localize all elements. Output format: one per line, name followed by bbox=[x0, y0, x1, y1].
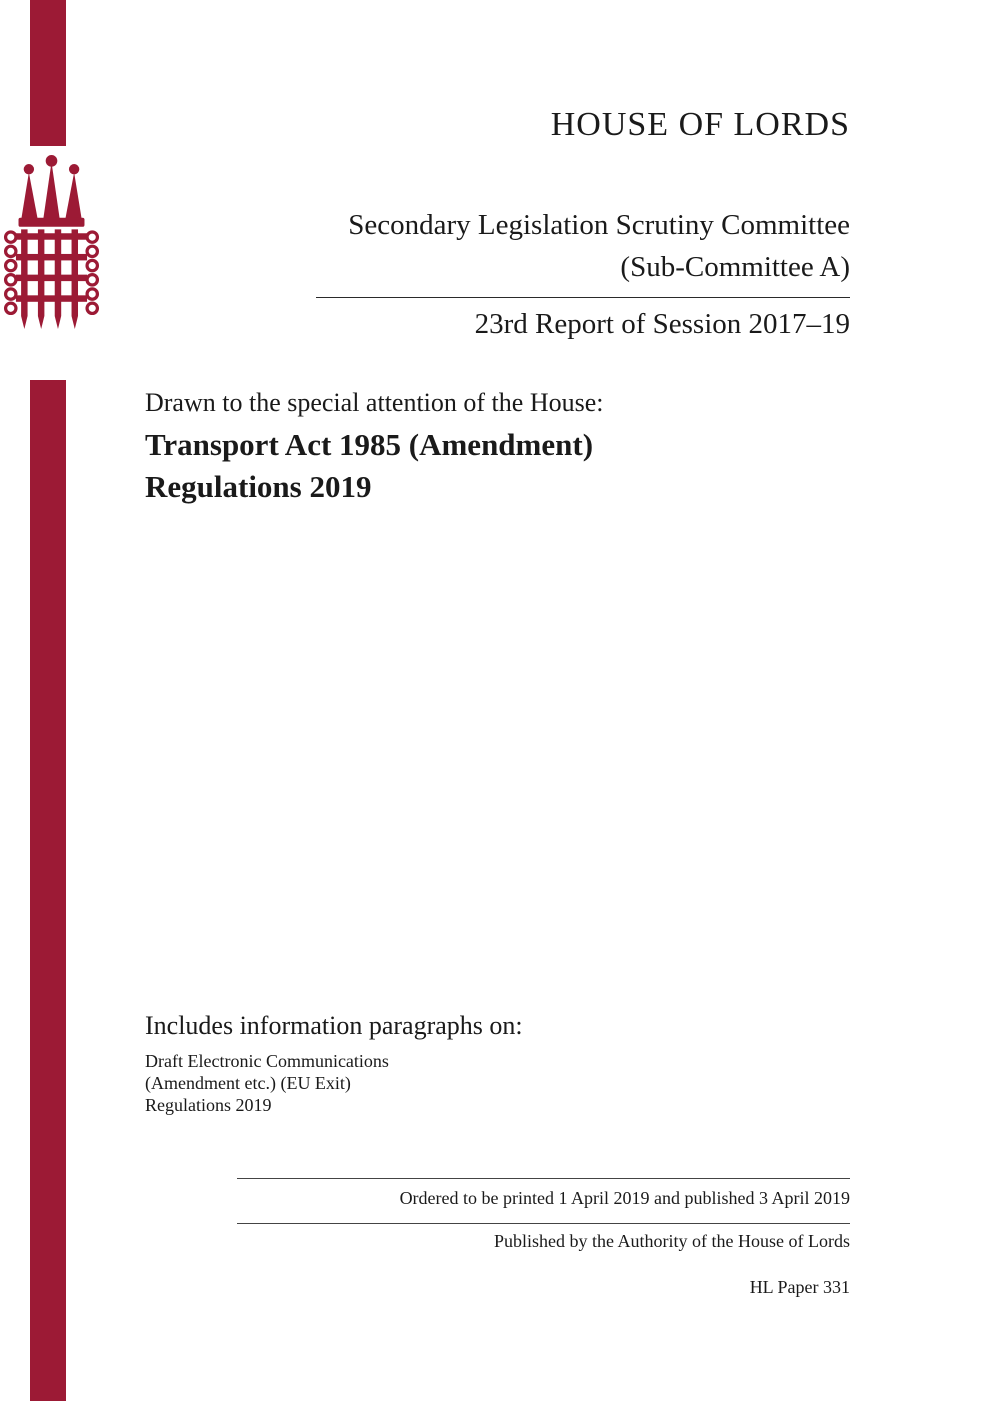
information-paragraphs-list bbox=[145, 1050, 523, 1116]
portcullis-svg bbox=[3, 153, 100, 373]
ordered-printed-line: Ordered to be printed 1 April 2019 and published 3 April 2019 bbox=[399, 1188, 850, 1208]
house-of-lords-portcullis-icon bbox=[0, 146, 102, 380]
footer-divider-middle bbox=[237, 1223, 850, 1224]
special-attention-heading: Drawn to the special attention of the House: bbox=[145, 388, 604, 417]
footer-divider-top bbox=[237, 1178, 850, 1179]
information-paragraphs-heading: Includes information paragraphs on: bbox=[145, 1011, 523, 1040]
information-paragraphs-section bbox=[145, 1010, 523, 1116]
committee-divider bbox=[316, 297, 850, 298]
information-paragraph-item-line2: (Amendment etc.) (EU Exit) bbox=[145, 1073, 351, 1093]
committee-name-line1: Secondary Legislation Scrutiny Committee bbox=[348, 209, 850, 241]
information-paragraph-item-line1: Draft Electronic Communications bbox=[145, 1051, 389, 1071]
published-authority-line: Published by the Authority of the House of Lords bbox=[494, 1231, 850, 1251]
attention-subject-line1: Transport Act 1985 (Amendment) bbox=[145, 427, 594, 462]
report-session-title: 23rd Report of Session 2017–19 bbox=[474, 308, 850, 340]
special-attention-section bbox=[145, 386, 603, 508]
information-paragraph-item-line3: Regulations 2019 bbox=[145, 1095, 272, 1115]
page-title: HOUSE OF LORDS bbox=[550, 106, 850, 143]
committee-name-line2: (Sub-Committee A) bbox=[620, 251, 850, 283]
hl-paper-number: HL Paper 331 bbox=[749, 1277, 850, 1297]
attention-subject-line2: Regulations 2019 bbox=[145, 469, 372, 504]
committee-name bbox=[348, 204, 850, 288]
